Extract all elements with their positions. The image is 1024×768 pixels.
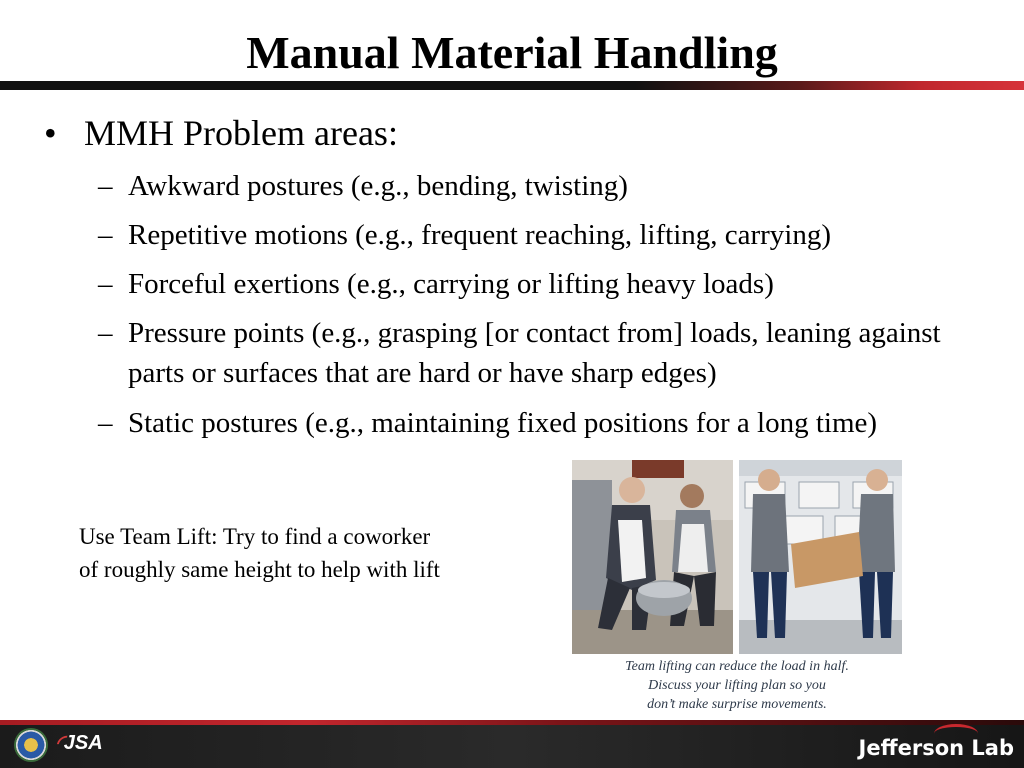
sub-marker: – <box>98 170 113 202</box>
team-lift-note-line2: of roughly same height to help with lift <box>79 557 440 582</box>
jefferson-lab-logo: Jefferson Lab <box>858 736 1014 760</box>
jsa-logo-text: JSA <box>63 732 103 754</box>
sub-item-text: Repetitive motions (e.g., frequent reaching, lifting, carrying) <box>128 219 832 251</box>
sub-item-text: Forceful exertions (e.g., carrying or lifting heavy loads) <box>128 268 774 300</box>
photo-caption-line3: don’t make surprise movements. <box>647 697 827 712</box>
photo-team-lift-box <box>739 460 902 654</box>
sub-marker: – <box>98 268 113 300</box>
footer-red-stripe <box>0 720 1024 725</box>
bullet-main-label: MMH Problem areas: <box>84 113 398 153</box>
jsa-logo <box>56 730 103 755</box>
sub-item-text: Static postures (e.g., maintaining fixed positions for a long time) <box>128 407 878 439</box>
photo-caption <box>572 657 902 714</box>
page-title: Manual Material Handling <box>246 27 778 78</box>
title-rule <box>0 81 1024 90</box>
sub-marker: – <box>98 317 113 349</box>
team-lift-photo-panel <box>572 460 902 718</box>
photo-team-lift-bowl <box>572 460 733 654</box>
sub-marker: – <box>98 219 113 251</box>
photo-caption-line2: Discuss your lifting plan so you <box>648 678 826 693</box>
sub-marker: – <box>98 407 113 439</box>
photo-caption-line1: Team lifting can reduce the load in half. <box>625 659 849 674</box>
doe-seal-icon <box>14 728 48 762</box>
sub-item-text: Pressure points (e.g., grasping [or contact from] loads, leaning against parts or surfaces that are hard or have sharp edges) <box>128 317 941 389</box>
jsa-swoosh-icon: ◜ <box>56 732 64 754</box>
sub-item-text: Awkward postures (e.g., bending, twisting) <box>128 170 628 202</box>
team-lift-note-line1: Use Team Lift: Try to find a coworker <box>79 524 431 549</box>
bullet-marker: • <box>44 113 57 153</box>
team-lift-note <box>79 520 549 586</box>
